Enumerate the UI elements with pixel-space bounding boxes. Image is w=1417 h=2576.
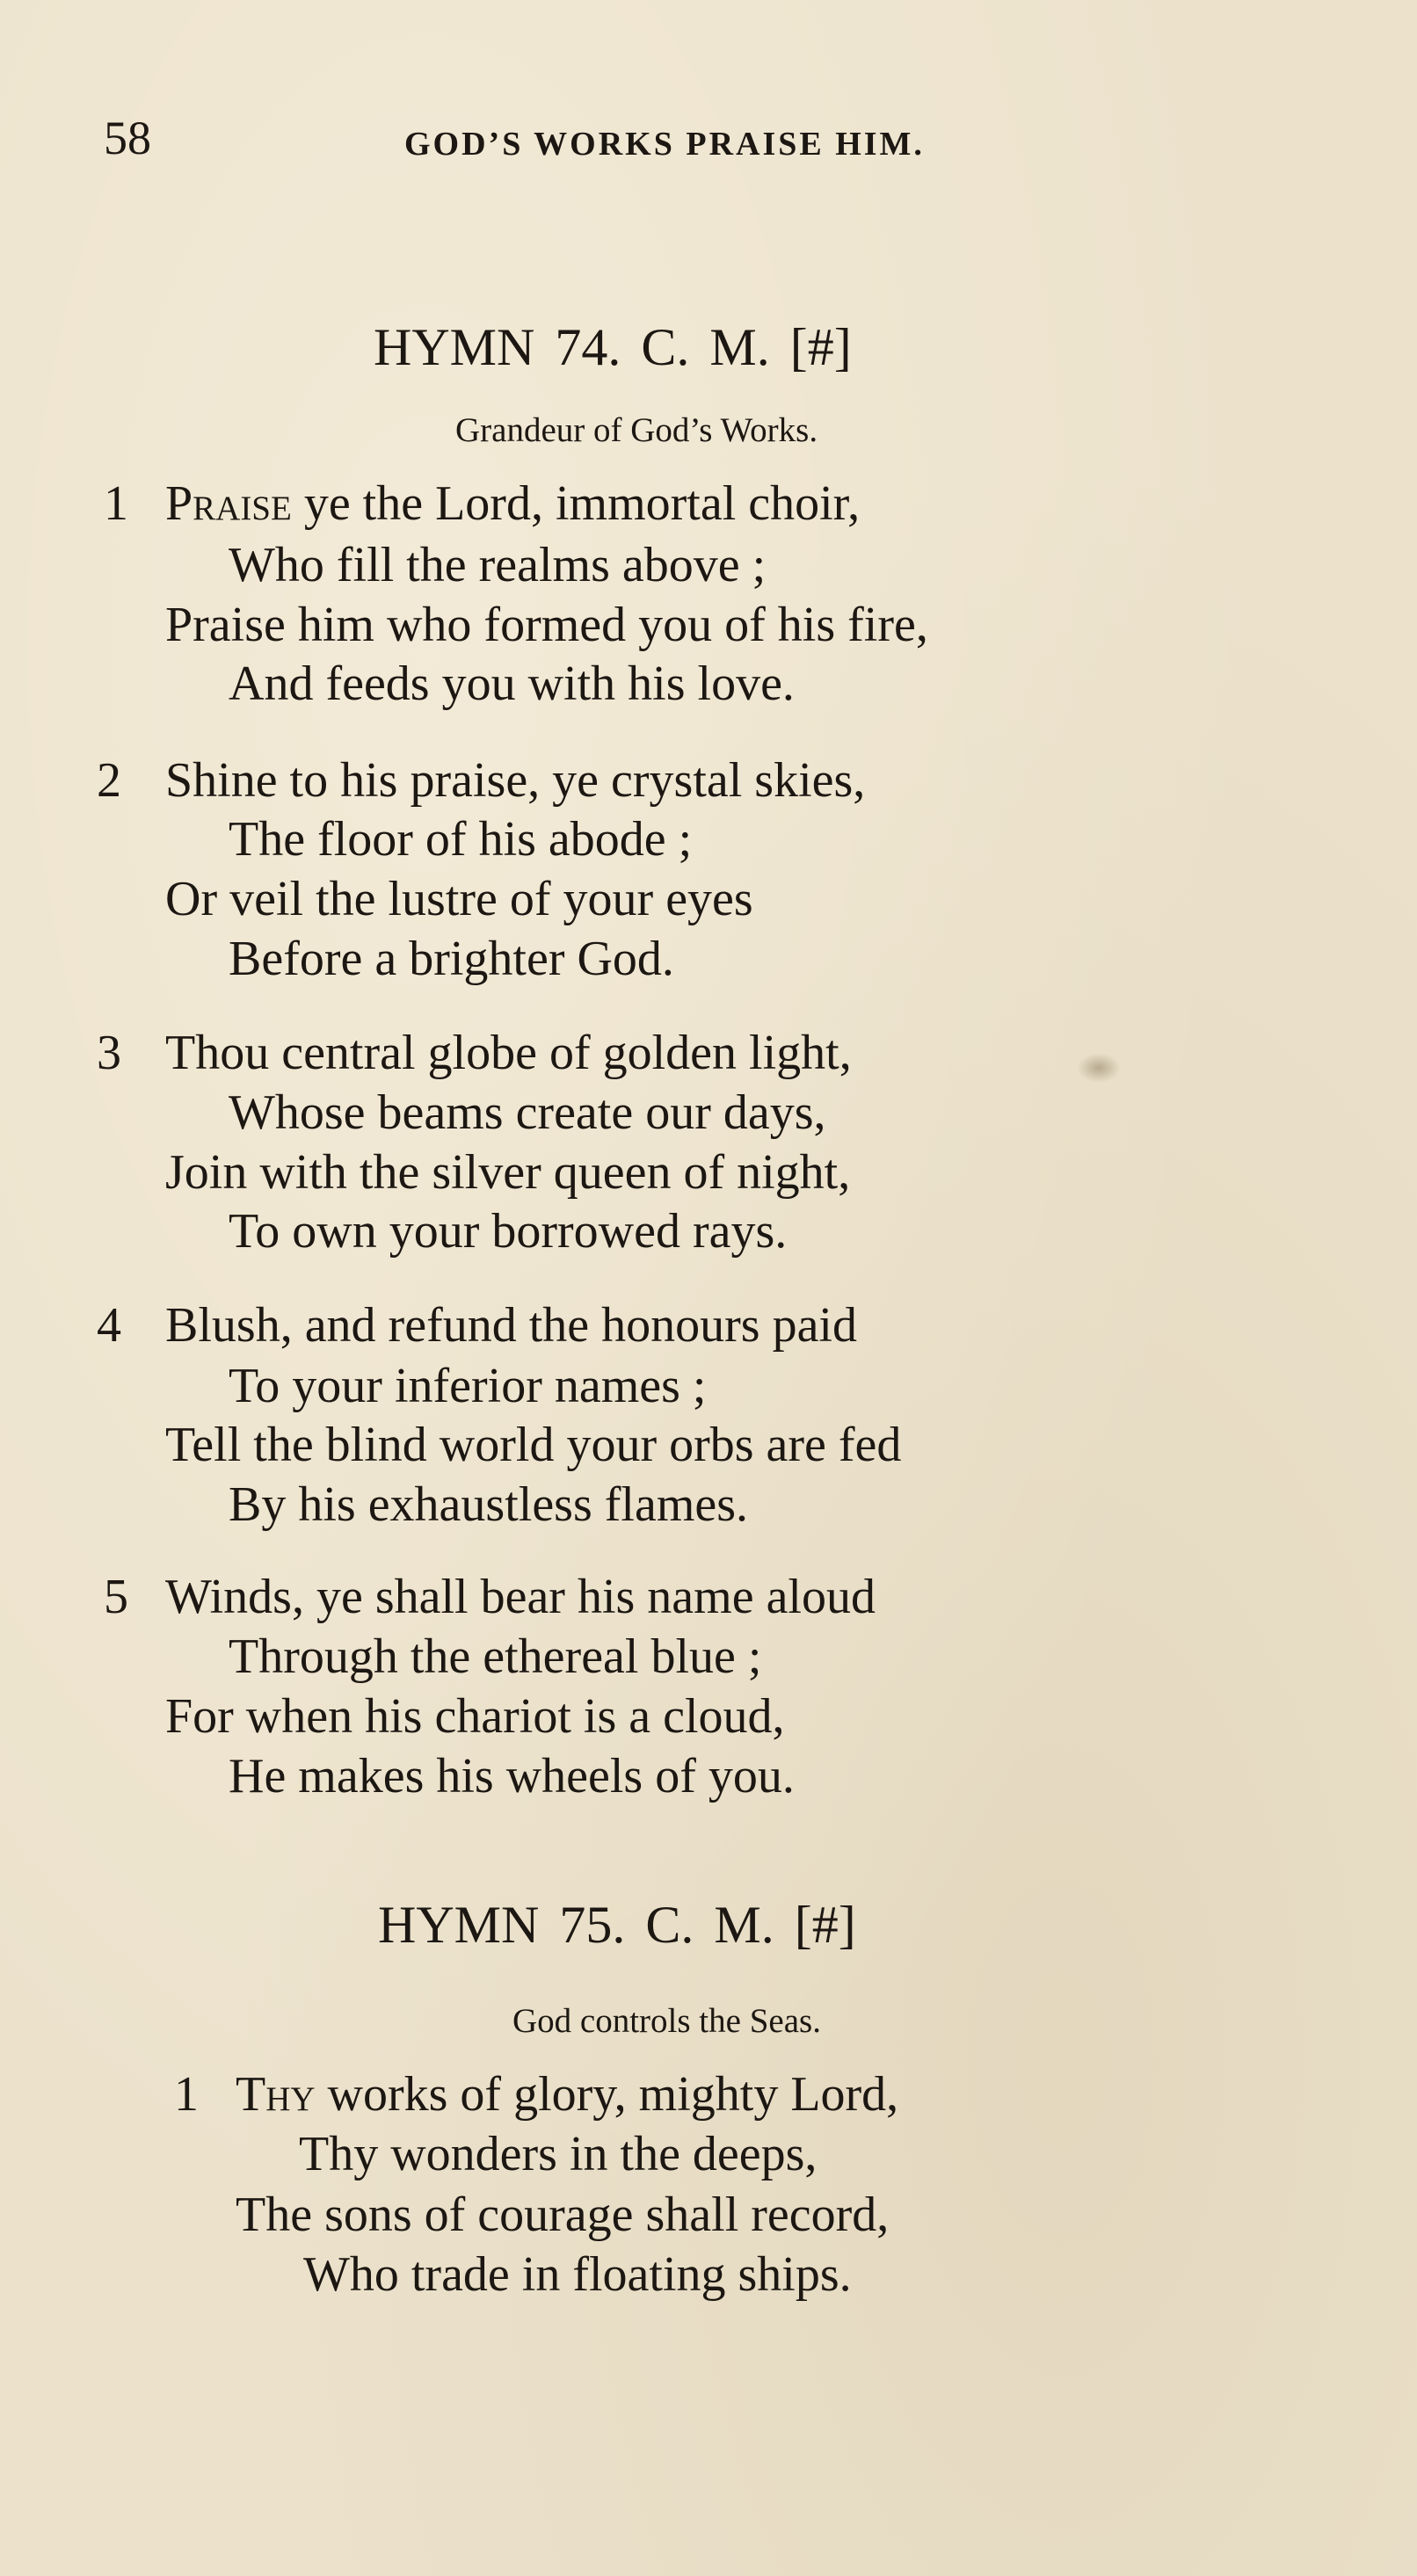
verse-first-word: Thy xyxy=(236,2067,316,2122)
verse-first-word: Praise xyxy=(165,476,292,531)
verse-line: Join with the silver queen of night, xyxy=(165,1145,851,1200)
hymn-74-heading: HYMN 74. C. M. [#] xyxy=(374,318,852,376)
verse-line: Thy wonders in the deeps, xyxy=(299,2127,818,2181)
page-number: 58 xyxy=(104,112,151,164)
verse-line: Who fill the realms above ; xyxy=(229,538,767,592)
verse-line: Through the ethereal blue ; xyxy=(229,1629,762,1684)
verse-line: Tell the blind world your orbs are fed xyxy=(165,1418,902,1472)
running-title: GOD’S WORKS PRAISE HIM. xyxy=(404,126,925,163)
verse-line: Praise him who formed you of his fire, xyxy=(165,598,928,652)
paper-stain xyxy=(1077,1053,1121,1083)
verse-number: 1 xyxy=(174,2067,199,2122)
verse-line: Thou central globe of golden light, xyxy=(165,1026,852,1080)
verse-number: 1 xyxy=(104,476,128,531)
verse-line: Before a brighter God. xyxy=(229,932,674,986)
verse-line: Whose beams create our days, xyxy=(229,1085,826,1140)
verse-line: Or veil the lustre of your eyes xyxy=(165,872,753,926)
verse-line: Who trade in floating ships. xyxy=(303,2247,852,2302)
verse-line: Blush, and refund the honours paid xyxy=(165,1298,857,1353)
verse-line: To your inferior names ; xyxy=(229,1359,707,1413)
verse-line: For when his chariot is a cloud, xyxy=(165,1689,785,1744)
verse-number: 2 xyxy=(97,753,121,808)
verse-line: He makes his wheels of you. xyxy=(229,1749,795,1803)
verse-number: 3 xyxy=(97,1026,121,1080)
verse-line-rest: ye the Lord, immortal choir, xyxy=(291,476,861,531)
verse-line: The floor of his abode ; xyxy=(229,812,693,867)
verse-line: Shine to his praise, ye crystal skies, xyxy=(165,753,866,808)
verse-number: 5 xyxy=(104,1570,128,1624)
verse-line: Winds, ye shall bear his name aloud xyxy=(165,1570,876,1624)
verse-line: The sons of courage shall record, xyxy=(236,2188,890,2242)
verse-line: To own your borrowed rays. xyxy=(229,1204,788,1259)
hymn-74-subtitle: Grandeur of God’s Works. xyxy=(455,411,818,449)
verse-line xyxy=(236,2067,899,2122)
verse-line xyxy=(165,476,861,531)
verse-number: 4 xyxy=(97,1298,121,1353)
verse-line: And feeds you with his love. xyxy=(229,657,795,711)
hymn-75-subtitle: God controls the Seas. xyxy=(512,2002,821,2040)
hymn-75-heading: HYMN 75. C. M. [#] xyxy=(378,1896,856,1954)
verse-line: By his exhaustless flames. xyxy=(229,1477,749,1532)
verse-line-rest: works of glory, mighty Lord, xyxy=(315,2067,899,2122)
